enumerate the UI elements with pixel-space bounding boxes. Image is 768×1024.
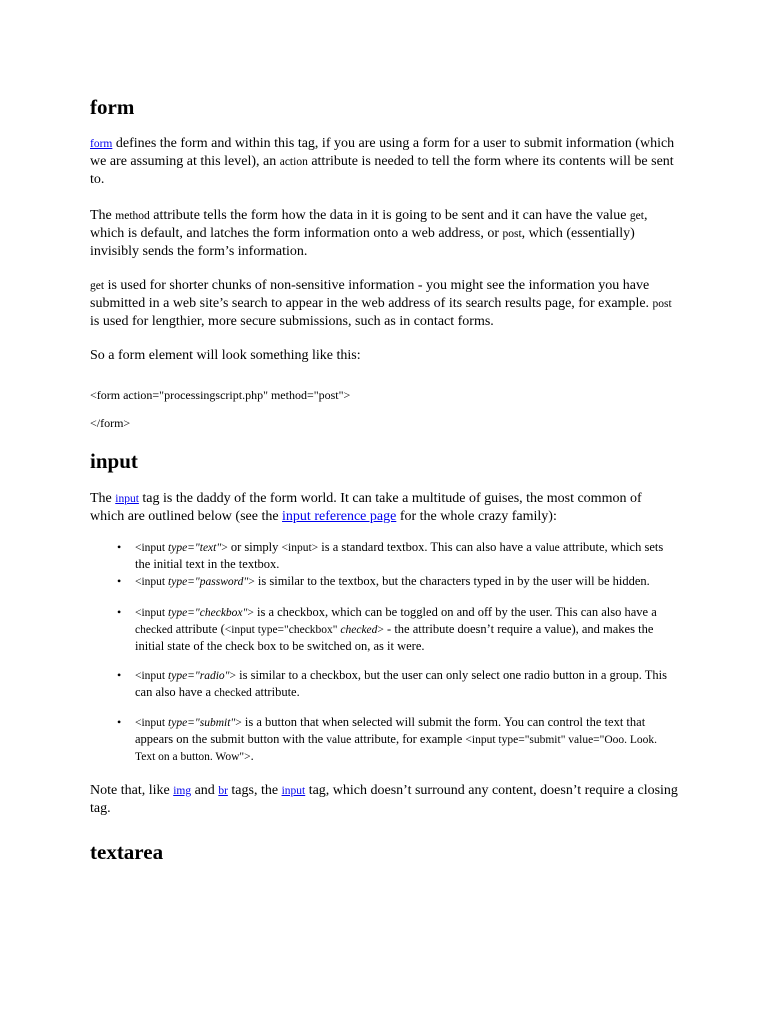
list-item-submit: • <input type="submit"> is a button that when selected will submit the form. You can control the text that appears on the submit button with the value attribute, for example <input type="submit" value="Ooo. Look. Text on a button. Wow">. bbox=[117, 715, 658, 763]
heading-textarea: textarea bbox=[90, 840, 164, 864]
bullet-icon: • bbox=[117, 715, 122, 729]
input-paragraph-2: Note that, like img and br tags, the input tag, which doesn’t surround any content, doesn’t require a closing tag. bbox=[90, 783, 678, 816]
bullet-icon: • bbox=[117, 605, 122, 619]
list-item-password: • <input type="password"> is similar to the textbox, but the characters typed in by the user will be hidden. bbox=[117, 574, 650, 588]
input-types-list bbox=[90, 539, 678, 765]
link-br[interactable]: br bbox=[218, 785, 228, 797]
list-item-checkbox: • <input type="checkbox"> is a checkbox, which can be toggled on and off by the user. This can also have a checked attribute (<input type="checkbox" checked> - the attribute doesn’t require a value), and makes the initial state of the check box to be switched on, as it were. bbox=[117, 605, 657, 653]
heading-form: form bbox=[90, 95, 135, 119]
bullet-icon: • bbox=[117, 574, 122, 588]
link-img[interactable]: img bbox=[173, 785, 192, 797]
list-item-radio: • <input type="radio"> is similar to a checkbox, but the user can only select one radio button in a group. This can also have a checked attribute. bbox=[117, 668, 667, 699]
form-paragraph-3: get is used for shorter chunks of non-sensitive information - you might see the information you have submitted in a web site’s search to appear in the web address of its search results page, for example. post is used for lengthier, more secure submissions, such as in contact forms. bbox=[90, 278, 672, 329]
form-paragraph-1: form defines the form and within this tag, if you are using a form for a user to submit information (which we are assuming at this level), an action attribute is needed to tell the form where its contents will be sent to. bbox=[90, 136, 675, 187]
form-paragraph-4: So a form element will look something like this: bbox=[90, 348, 361, 363]
link-input-2[interactable]: input bbox=[281, 785, 306, 797]
input-paragraph-1: The input tag is the daddy of the form world. It can take a multitude of guises, the most common of which are outlined below (see the input reference page for the whole crazy family): bbox=[90, 491, 642, 524]
link-input[interactable]: input bbox=[115, 493, 139, 505]
code-form-close: </form> bbox=[90, 416, 131, 430]
bullet-icon: • bbox=[117, 540, 122, 554]
list-item-text: • <input type="text"> or simply <input> is a standard textbox. This can also have a value attribute, which sets the initial text in the textbox. bbox=[117, 540, 664, 571]
heading-input: input bbox=[90, 449, 138, 473]
code-form-open: <form action="processingscript.php" method="post"> bbox=[90, 388, 351, 402]
bullet-icon: • bbox=[117, 668, 122, 682]
link-input-reference-page[interactable]: input reference page bbox=[282, 509, 397, 524]
form-paragraph-2: The method attribute tells the form how the data in it is going to be sent and it can have the value get, which is default, and latches the form information onto a web address, or post, which (essentially) invisibly sends the form’s information. bbox=[90, 208, 648, 259]
link-form[interactable]: form bbox=[90, 138, 113, 150]
